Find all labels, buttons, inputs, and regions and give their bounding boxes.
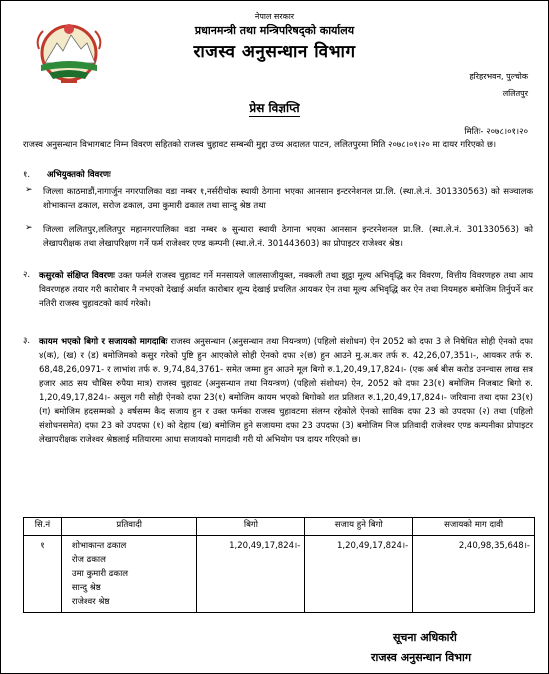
section3-paragraph: [39, 335, 533, 447]
table-header-row: [24, 518, 535, 536]
department-name: राजस्व अनुसन्धान विभाग: [193, 42, 356, 62]
intro-paragraph: राजस्व अनुसन्धान विभागबाट निम्न विवरण सहितको राजस्व चुहावट सम्बन्धी मुद्दा उच्च अदालत पाटन, ललितपुरमा मिति २०७८।०१।२० मा दायर गरिएको छ।: [23, 140, 497, 150]
document-date: मितिः- २०७८।०१।२०: [464, 127, 528, 137]
accused-item-1: जिल्ला काठमाडौं,नागार्जुन नगरपालिका वडा नम्बर १,नर्सरीचोक स्थायी ठेगाना भएका आनसान इन्टरनेशनल प्रा.लि. (स्था.ले.नं. 301330563) को सञ्चालक शोभाकान्त ढकाल, सरोज ढकाल, उमा कुमारी ढकाल तथा सान्दु श्रेष्ठ तथा: [43, 187, 533, 211]
section2-paragraph: [39, 269, 533, 311]
section2-text: उक्त फर्मले राजस्व चुहावट गर्ने मनसायले जालसाजीयुक्त, नक्कली तथा झुट्ठा मूल्य अभिवृद्धि कर विवरण, वित्तीय विवरणहरु तथा आय विवरणहरु तयार गरी कारोबार नै नभएको देखाई अर्थात कारोबार शून्य देखाई प्रचलित आयकर ऐन तथा मूल्य अभिवृद्धि कर ऐन तथा नियमहरु बमोजिम तिर्नुपर्ने कर नतिरी राजस्व चुहावटको कार्य गरेको।: [39, 271, 534, 309]
office-name: प्रधानमन्त्री तथा मन्त्रिपरिषद्को कार्यालय: [194, 24, 355, 37]
address-line-1: हरिहरभवन, पुल्चोक: [469, 72, 528, 81]
title-text: प्रेस विज्ञप्ति: [249, 101, 300, 115]
defendant-name: राजेश्वर श्रेष्ठ: [71, 597, 110, 607]
table-row: [24, 536, 535, 613]
defendant-name: उमा कुमारी ढकाल: [71, 569, 129, 579]
section3-number: ३.: [23, 336, 31, 346]
row-defendants: [61, 536, 197, 613]
row-claim: 2,40,98,35,648।-: [413, 536, 535, 613]
col-header-claim: सजायको माग दावी: [413, 518, 535, 536]
defendant-name: रोज ढकाल: [71, 555, 106, 565]
bullet-icon: ➢: [25, 185, 33, 195]
section1-heading: अभियुक्तको विवरणः: [47, 170, 111, 180]
section3-heading: कायम भएको बिगो र सजायको मागदाबिः: [39, 337, 168, 347]
section3-text: राजस्व अनुसन्धान (अनुसन्धान तथा नियन्त्रण) (पहिलो संशोधन) ऐन 2052 को दफा 3 ले निषेधित सोही ऐनको दफा ४(क), (ख) र (ड) बमोजिमको कसुर गरेको पुष्टि हुन आएकोले सोही ऐनको दफा २(छ) हुन आउने मु.अ.कर तर्फ रु. 42,26,07,351।-, आयकर तर्फ रु. 68,48,26,0971- र लाभांश तर्फ रु. 9,74,84,3761- समेत जम्मा हुन आउने मूल बिगो रु.1,20,49,17,824।- (एक अर्ब बीस करोड उनन्चास लाख सत्र हजार आठ सय चौबिस रुपैया मात्र) राजस्व चुहावट (अनुसन्धान तथा नियन्त्रण) (पहिलो संशोधन) ऐन, 2052 को दफा 23(१) बमोजिम निजबाट बिगो रु. 1,20,49,17,824।- असुल गरी सोही ऐनको दफा 23(१) बमोजिम कायम भएको बिगोको शत प्रतिशत रु.1,20,49,17,824।- जरिवाना तथा दफा 23(१) (ग) बमोजिम हदसम्मको ३ वर्षसम्म कैद सजाय हुन र उक्त फर्मका राजस्व चुहावटमा संलग्न रहेकोले ऐनको साविक दफा 23 को उपदफा (२) तथा (पहिलो संशोधनसमेत) दफा 23 को उपदफा (१) को देहाय (ख) बमोजिम हुने सजायमा दफा 23 उपदफा (3) बमोजिम निज प्रतिवादी राजेश्वर एण्ड कम्पनीका प्रोपाइटर लेखापरीक्षक राजेश्वर श्रेष्ठलाई मतियारमा आधा सजायको मागदावी गरी यो अभियोग पत्र दायर गरिएको छ।: [39, 337, 534, 445]
signature-office: राजस्व अनुसन्धान विभाग: [371, 651, 472, 664]
accused-item-2: जिल्ला ललितपुर,ललितपुर महानगरपालिका वडा नम्बर ७ सुन्धारा स्थायी ठेगाना भएका आनसान इन्टरनेशनल प्रा.लि. (स्था.ले.नं. 301330563) को लेखापरीक्षक तथा लेखापरिक्षण गर्ने फर्म राजेश्वर एण्ड कम्पनी (स्था.ले.नं. 301443603) का प्रोपाइटर राजेश्वर श्रेष्ठ।: [43, 225, 533, 249]
defendant-name: सान्दु श्रेष्ठ: [71, 583, 101, 593]
government-name: नेपाल सरकार: [254, 12, 295, 21]
row-bigo: 1,20,49,17,824।-: [197, 536, 305, 613]
col-header-defendant: प्रतिवादी: [61, 518, 197, 536]
col-header-punishable-bigo: सजाय हुने बिगो: [305, 518, 413, 536]
bullet-icon: ➢: [25, 223, 33, 233]
col-header-sn: सि.नं: [24, 518, 62, 536]
section2-number: २.: [23, 270, 31, 280]
defendant-name: शोभाकान्त ढकाल: [71, 541, 127, 551]
document-title: [1, 99, 548, 116]
defendants-table: [23, 517, 535, 613]
address-line-2: ललितपुर: [502, 89, 528, 98]
row-punishable-bigo: 1,20,49,17,824।-: [305, 536, 413, 613]
signature-title: सूचना अधिकारी: [393, 631, 457, 644]
row-sn: १: [24, 536, 62, 613]
section2-heading: कसुरको संक्षिप्त विवरणः: [39, 271, 115, 281]
section1-number: १.: [23, 170, 31, 180]
col-header-bigo: बिगो: [197, 518, 305, 536]
